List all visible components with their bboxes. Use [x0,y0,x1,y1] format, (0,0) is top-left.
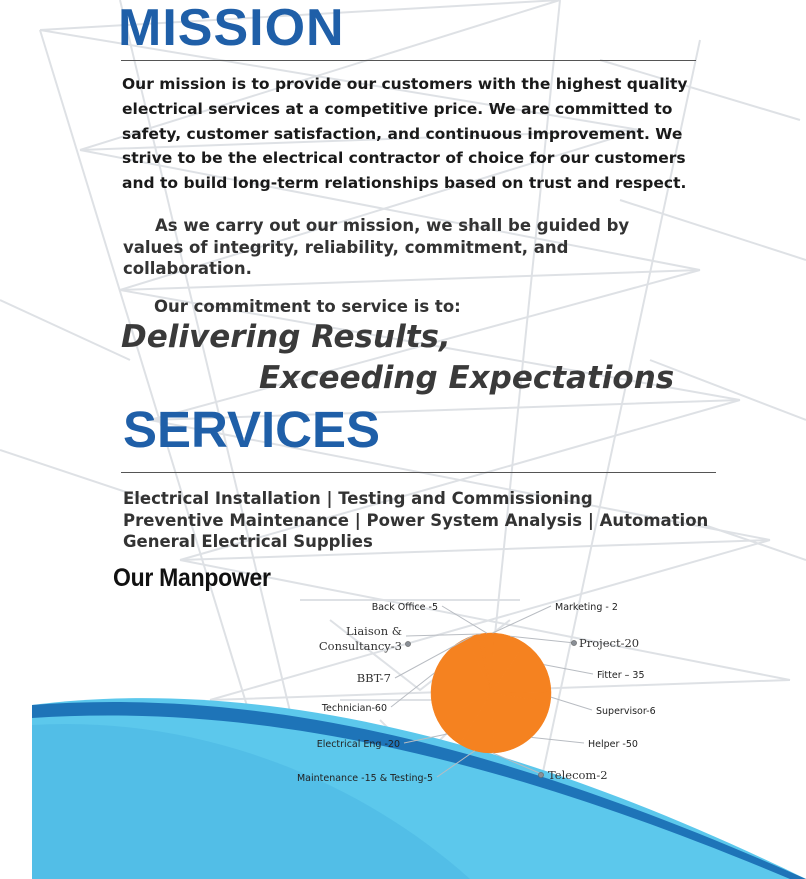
leader-line [406,634,480,636]
slice-label: Liaison & Consultancy-3 [318,624,402,653]
services-line: General Electrical Supplies [123,532,373,551]
slice-label: Supervisor-6 [596,706,656,717]
slice-label: Technician-60 [321,703,387,714]
slice-label: Maintenance -15 & Testing-5 [296,773,433,784]
slice-label: Helper -50 [588,739,638,750]
leader-line [391,673,434,707]
slice-label: Marketing - 2 [555,602,618,613]
slice-label: Project-20 [579,636,640,650]
manpower-heading: Our Manpower [113,564,271,592]
services-line: Electrical Installation | Testing and Commissioning [123,489,593,508]
services-line: Preventive Maintenance | Power System Analysis | Automation [123,510,709,530]
leader-line [404,734,447,743]
label-marker [405,641,410,646]
label-marker [571,640,576,645]
slice-label: Back Office -5 [371,602,438,613]
slice-label: Telecom-2 [548,768,608,782]
slogan-line-1: Delivering Results, [121,319,451,355]
leader-line [442,606,487,633]
slice-label: Fitter – 35 [597,670,645,681]
leader-line [437,751,475,777]
pie-slice [491,693,550,753]
slice-label: Electrical Eng -20 [316,739,400,750]
mission-paragraph: Our mission is to provide our customers with the highest quality electrical services at a competitive price. We are committed to safety, customer satisfaction, and continuous improvement. We strive to be the electrical contractor of choice for our customers and to build long-term relationships based on trust and respect. [122,75,688,193]
values-paragraph: As we carry out our mission, we shall be guided by values of integrity, reliability, commitment, and collaboration. [123,216,630,278]
leader-line [493,606,551,633]
leader-line [551,697,592,710]
slogan-line-2: Exceeding Expectations [259,360,675,396]
slice-label: BBT-7 [356,671,391,685]
services-heading: SERVICES [123,401,380,458]
label-marker [538,772,543,777]
commitment-intro: Our commitment to service is to: [154,297,461,316]
leader-line [531,737,584,743]
leader-line [544,665,593,674]
leader-line [493,753,544,775]
mission-heading: MISSION [118,0,345,57]
